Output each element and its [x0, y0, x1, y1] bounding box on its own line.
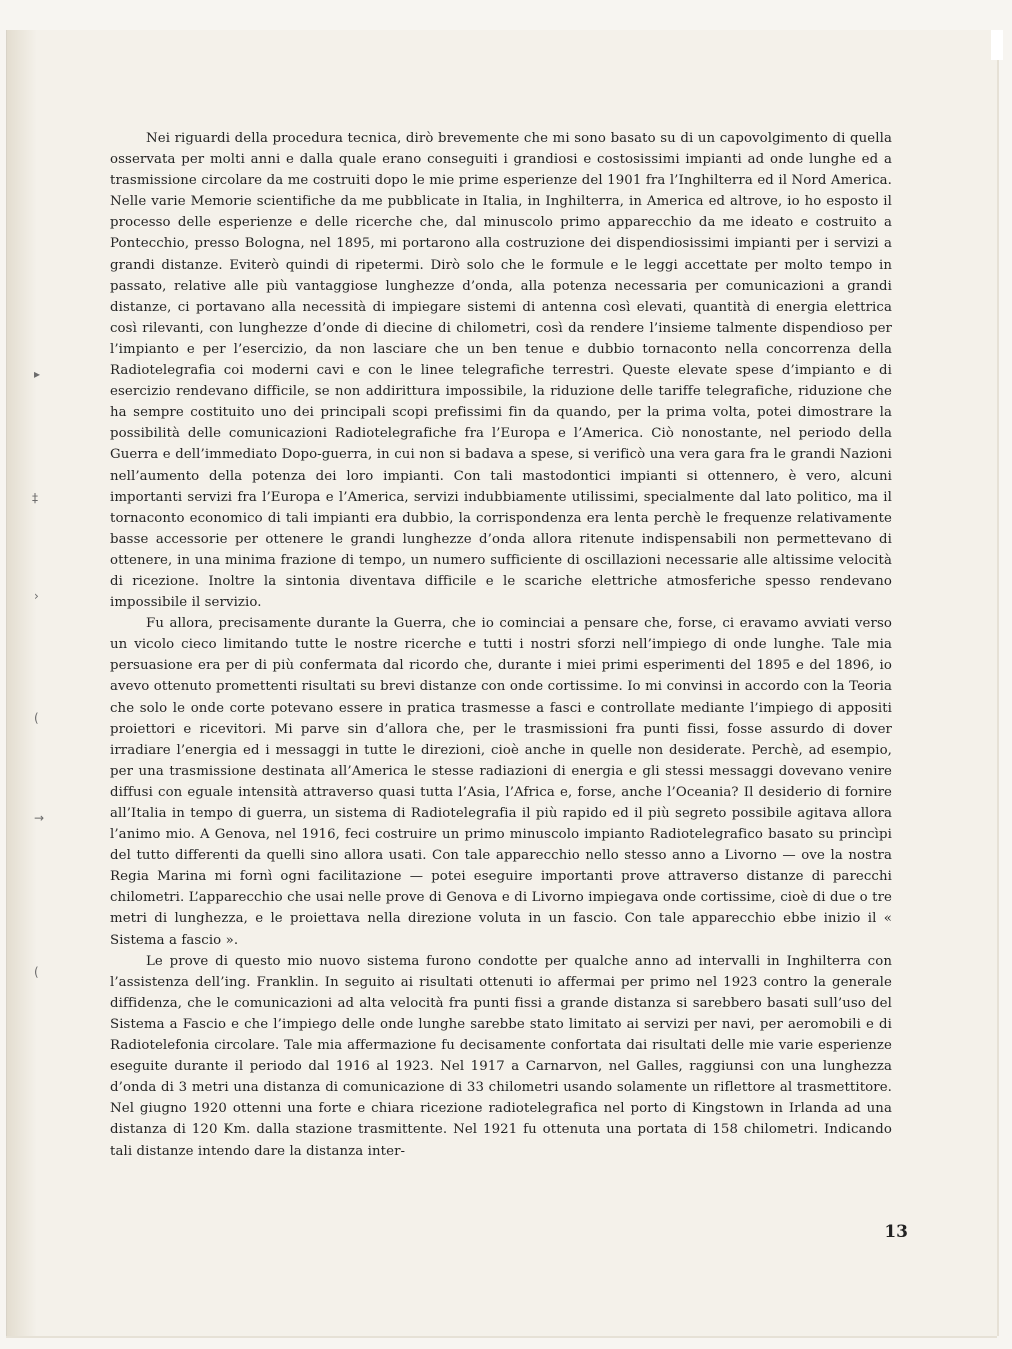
- margin-mark: (: [34, 711, 39, 725]
- page-number: 13: [884, 1222, 908, 1242]
- paragraph: Nei riguardi della procedura tecnica, dirò brevemente che mi sono basato su di un capovolgimento di quella osservata per molti anni e dalla quale erano conseguiti i grandiosi e costosissimi impianti ad onde lunghe ed a trasmissione circolare da me costruiti dopo le mie prime esperienze del 1901 fra l’Inghilterra ed il Nord America. Nelle varie Memorie scientifiche da me pubblicate in Italia, in Inghilterra, in America ed altrove, io ho esposto il processo delle esperienze e delle ricerche che, dal minuscolo primo apparecchio da me ideato e costruito a Pontecchio, presso Bologna, nel 1895, mi portarono alla costruzione dei dispendiosissimi impianti per i servizi a grandi distanze. Eviterò quindi di ripetermi. Dirò solo che le formule e le leggi accettate per molto tempo in passato, relative alle più vantaggiose lunghezze d’onda, alla potenza necessaria per comunicazioni a grandi distanze, ci portavano alla necessità di impiegare sistemi di antenna così elevati, quantità di energia elettrica così rilevanti, con lunghezze d’onde di diecine di chilometri, così da rendere l’insieme talmente dispendioso per l’impianto e per l’esercizio, da non lasciare che un ben tenue e dubbio tornaconto nella concorrenza della Radiotelegrafia coi moderni cavi e con le linee telegrafiche terrestri. Queste elevate spese d’impianto e di esercizio rendevano difficile, se non addirittura impossibile, la riduzione delle tariffe telegrafiche, riduzione che ha sempre costituito uno dei principali scopi prefissimi fin da quando, per la prima volta, potei dimostrare la possibilità delle comunicazioni Radiotelegrafiche fra l’Europa e l’America. Ciò nonostante, nel periodo della Guerra e dell’immediato Dopo-guerra, in cui non si badava a spese, si verificò una vera gara fra le grandi Nazioni nell’aumento della potenza dei loro impianti. Con tali mastodontici impianti si ottennero, è vero, alcuni importanti servizi fra l’Europa e l’America, servizi indubbiamente utilissimi, specialmente dal lato politico, ma il tornaconto economico di tali impianti era dubbio, la corrispondenza era lenta perchè le frequenze relativamente basse accessorie per ottenere le grandi lunghezze d’onda allora ritenute indispensabili non permettevano di ottenere, in una minima frazione di tempo, un numero sufficiente di oscillazioni necessarie alle altissime velocità di ricezione. Inoltre la sintonia diventava difficile e le scariche elettriche atmosferiche spesso rendevano impossibile il servizio.: [110, 131, 892, 611]
- margin-mark: →: [34, 811, 45, 825]
- page-corner: [991, 30, 1003, 60]
- margin-mark: ▸: [34, 367, 41, 381]
- margin-mark: ‡: [32, 491, 38, 505]
- page-gutter-shadow: [7, 30, 37, 1336]
- paragraph: Le prove di questo mio nuovo sistema furono condotte per qualche anno ad intervalli in Inghilterra con l’assistenza dell’ing. Franklin. In seguito ai risultati ottenuti io affermai per primo nel 1923 contro la generale diffidenza, che le comunicazioni ad alta velocità fra punti fissi a grande distanza si sarebbero basati sull’uso del Sistema a Fascio e che l’impiego delle onde lunghe sarebbe stato limitato ai servizi per navi, per aeromobili e di Radiotelefonia circolare. Tale mia affermazione fu decisamente confortata dai risultati delle mie varie esperienze eseguite durante il periodo dal 1916 al 1923. Nel 1917 a Carnarvon, nel Galles, raggiunsi con una lunghezza d’onda di 3 metri una distanza di comunicazione di 33 chilometri usando solamente un riflettore al trasmettitore. Nel giugno 1920 ottenni una forte e chiara ricezione radiotelegrafica nel porto di Kingstown in Irlanda ad una distanza di 120 Km. dalla stazione trasmittente. Nel 1921 fu ottenuta una portata di 158 chilometri. Indicando tali distanze intendo dare la distanza inter-: [110, 953, 892, 1159]
- margin-mark: (: [34, 965, 39, 979]
- margin-mark: ›: [34, 589, 39, 603]
- paragraph: Fu allora, precisamente durante la Guerra, che io cominciai a pensare che, forse, ci eravamo avviati verso un vicolo cieco limitando tutte le nostre ricerche e tutti i nostri sforzi nell’impiego di onde lunghe. Tale mia persuasione era per di più confermata dal ricordo che, durante i miei primi esperimenti del 1895 e del 1896, io avevo ottenuto promettenti risultati su brevi distanze con onde cortissime. Io mi convinsi in accordo con la Teoria che solo le onde corte potevano essere in pratica trasmesse a fasci e controllate mediante l’impiego di appositi proiettori e ricevitori. Mi parve sin d’allora che, per le trasmissioni fra punti fissi, fosse assurdo di dover irradiare l’energia ed i messaggi in tutte le direzioni, cioè anche in quelle non desiderate. Perchè, ad esempio, per una trasmissione destinata all’America le stesse radiazioni di energia e gli stessi messaggi dovevano venire diffusi con eguale intensità attraverso quasi tutta l’Asia, l’Africa e, forse, anche l’Oceania? Il desiderio di fornire all’Italia in tempo di guerra, un sistema di Radiotelegrafia il più rapido ed il più segreto possibile agitava allora l’animo mio. A Genova, nel 1916, feci costruire un primo minuscolo impianto Radiotelegrafico basato su princìpi del tutto differenti da quelli sino allora usati. Con tale apparecchio nello stesso anno a Livorno — ove la nostra Regia Marina mi fornì ogni facilitazione — potei eseguire importanti prove attraverso distanze di parecchi chilometri. L’apparecchio che usai nelle prove di Genova e di Livorno impiegava onde cortissime, cioè di due o tre metri di lunghezza, e le proiettava nella direzione voluta in un fascio. Con tale apparecchio ebbe inizio il « Sistema a fascio ».: [110, 616, 892, 948]
- body-text: [110, 128, 892, 1162]
